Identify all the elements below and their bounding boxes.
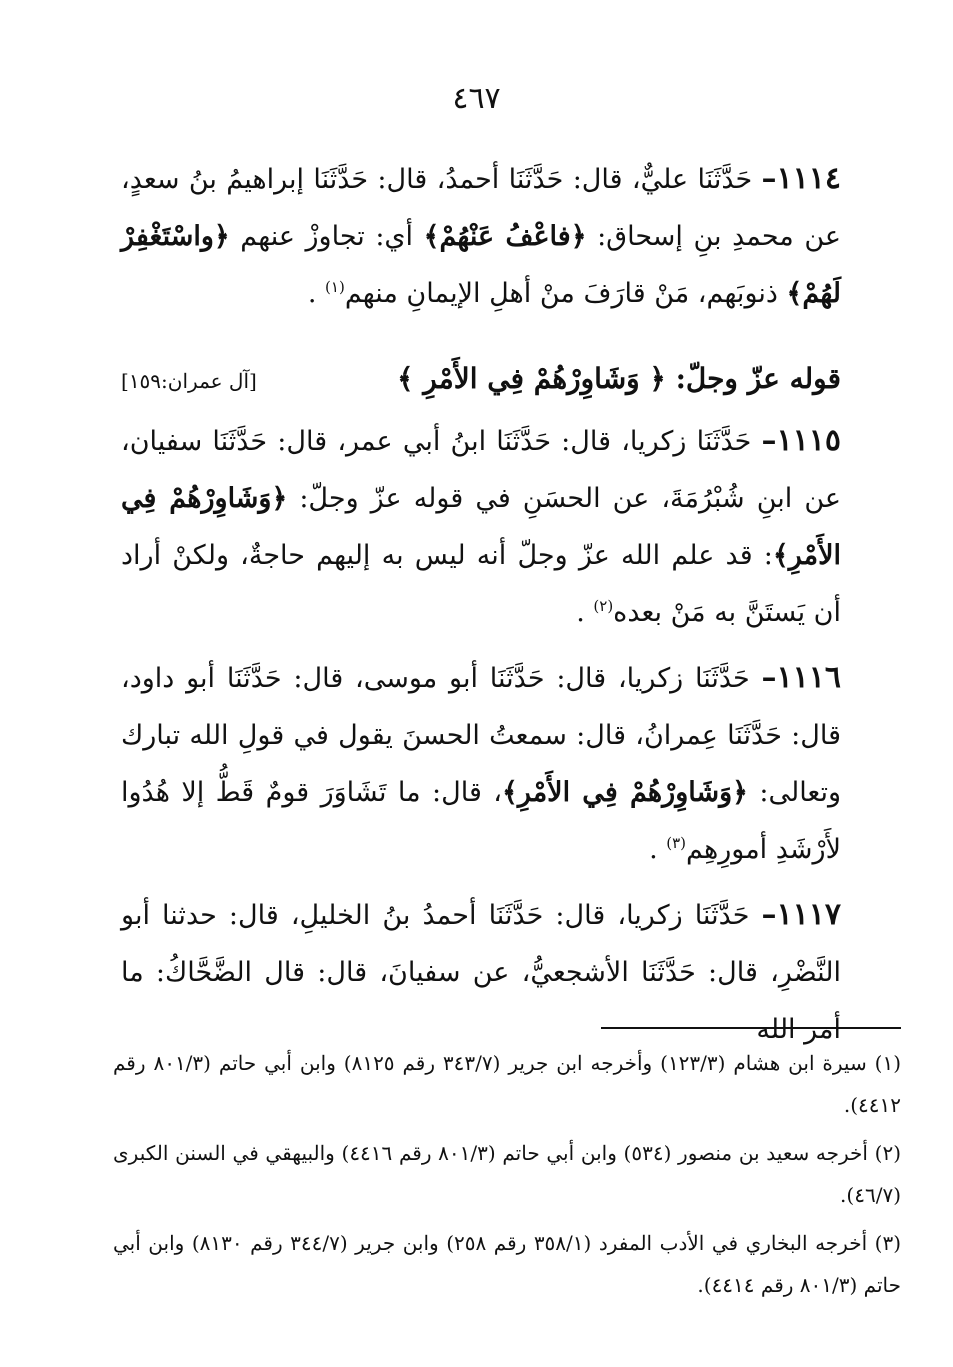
hadith-end: .	[576, 597, 594, 628]
heading-text: قوله عزّ وجلّ: ﴿ وَشَاوِرْهُمْ فِي الأَمْرِ ﴾	[397, 362, 841, 395]
hadith-1116	[121, 649, 841, 878]
hadith-text: حَدَّثَنَا عليٌّ، قال: حَدَّثَنَا أحمدُ، قال: حَدَّثَنَا إبراهيمُ بنُ سعدٍ، عن محمدِ بنِ إسحاق:	[121, 164, 841, 252]
hadith-end: .	[307, 278, 326, 309]
hadith-number: ١١١٤–	[761, 161, 841, 196]
hadith-1117	[121, 886, 841, 1058]
hadith-end: .	[649, 834, 667, 865]
quran-quote: ﴿وَشَاوِرْهُمْ فِي الأَمْرِ﴾	[502, 777, 748, 808]
hadith-text: أي: تجاوزْ عنهم	[229, 221, 424, 252]
verse-reference: [آل عمران:١٥٩]	[121, 369, 257, 393]
hadith-text: ، قال: ما تَشَاوَرَ قومٌ قَطُّ إلا هُدُوا لأَرْشَدِ أمورِهِم	[121, 777, 841, 865]
hadith-text: حَدَّثَنَا زكريا، قال: حَدَّثَنَا أحمدُ بنُ الخليلِ، قال: حدثنا أبو النَّضْرِ، قال: حَدَّثَنَا الأشجعيُّ، عن سفيانَ، قال: قال الضَّحَّاكُ: ما أمر الله	[121, 900, 841, 1045]
footnote-ref: (٢)	[593, 597, 614, 615]
footnotes	[113, 1042, 901, 1312]
hadith-number: ١١١٦–	[761, 660, 841, 695]
hadith-1115	[121, 412, 841, 641]
hadith-1114	[121, 150, 841, 322]
footnote-1: (١) سيرة ابن هشام (١٢٣/٣) وأخرجه ابن جرير (٣٤٣/٧ رقم ٨١٢٥) وابن أبي حاتم (٨٠١/٣ رقم ٤٤١٢).	[113, 1051, 901, 1117]
footnote-2: (٢) أخرجه سعيد بن منصور (٥٣٤) وابن أبي حاتم (٨٠١/٣ رقم ٤٤١٦) والبيهقي في السنن الكبرى (٤٦/٧).	[113, 1141, 901, 1207]
hadith-number: ١١١٥–	[761, 423, 841, 458]
hadith-text: حَدَّثَنَا زكريا، قال: حَدَّثَنَا أبو موسى، قال: حَدَّثَنَا أبو داود، قال: حَدَّثَنَا عِمرانُ، قال: سمعتُ الحسنَ يقول في قولِ الله تبارك وتعالى:	[121, 663, 841, 808]
footnote-divider	[601, 1027, 901, 1029]
hadith-number: ١١١٧–	[761, 897, 841, 932]
hadith-text: : قد علم الله عزّ وجلّ أنه ليس به إليهم حاجةٌ، ولكنْ أراد أن يَستَنَّ به مَنْ بعده	[121, 540, 841, 628]
hadith-text: ذنوبَهم، مَنْ قارَفَ منْ أهلِ الإيمانِ منهم	[344, 278, 787, 309]
main-text	[121, 150, 841, 1066]
quran-quote: ﴿وَشَاوِرْهُمْ فِي الأَمْرِ﴾	[121, 483, 841, 571]
page-number: ٤٦٧	[452, 81, 501, 116]
quran-quote: ﴿فاعْفُ عَنْهُمْ﴾	[423, 221, 587, 252]
footnote-3: (٣) أخرجه البخاري في الأدب المفرد (٣٥٨/١ رقم ٢٥٨) وابن جرير (٣٤٤/٧ رقم ٨١٣٠) وابن أبي حاتم (٨٠١/٣ رقم ٤٤١٤).	[113, 1231, 901, 1297]
footnote-ref: (٣)	[666, 834, 687, 852]
quran-quote: ﴿واسْتَغْفِرْ لَهُمْ﴾	[121, 221, 841, 309]
footnote-ref: (١)	[325, 278, 345, 296]
hadith-text: حَدَّثَنَا زكريا، قال: حَدَّثَنَا ابنُ أبي عمر، قال: حَدَّثَنَا سفيان، عن ابنِ شُبْرُمَةَ، عن الحسَنِ في قوله عزّ وجلّ:	[121, 426, 841, 514]
section-heading	[121, 362, 841, 412]
